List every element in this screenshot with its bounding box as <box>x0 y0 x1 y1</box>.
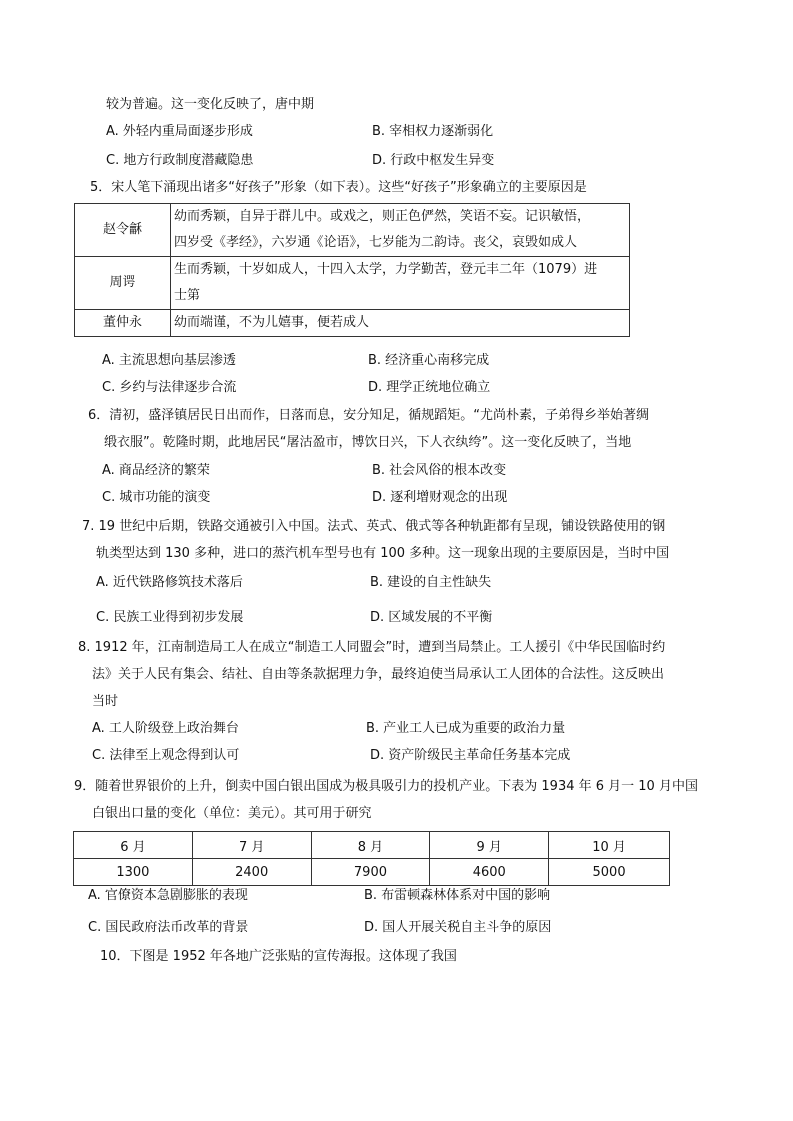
q9-option-a: A. 官僚资本急剧膨胀的表现 <box>88 888 248 903</box>
q5-option-c: C. 乡约与法律逐步合流 <box>102 380 237 395</box>
table-row <box>75 257 630 310</box>
q9-option-c: C. 国民政府法币改革的背景 <box>88 920 249 935</box>
q7-stem-line: 7. 19 世纪中后期，铁路交通被引入中国。法式、英式、俄式等各种轨距都有呈现，铺设铁路使用的钢 <box>82 519 666 534</box>
q8-stem-line: 当时 <box>92 694 119 709</box>
q6-option-a: A. 商品经济的繁荣 <box>102 463 210 478</box>
q5-table-desc <box>171 204 630 257</box>
q7-option-d: D. 区域发展的不平衡 <box>370 610 493 625</box>
q4-stem-tail: 较为普遍。这一变化反映了，唐中期 <box>106 97 315 112</box>
q8-option-d: D. 资产阶级民主革命任务基本完成 <box>370 748 571 763</box>
q5-table <box>74 203 630 337</box>
q9-stem-line: 白银出口量的变化（单位：美元）。其可用于研究 <box>92 806 372 821</box>
q7-option-b: B. 建设的自主性缺失 <box>370 575 492 590</box>
q7-stem-line: 轨类型达到 130 多种，进口的蒸汽机车型号也有 100 多种。这一现象出现的主要原因是，当时中国 <box>96 546 670 561</box>
q5-table-desc-line: 幼而端谨，不为儿嬉事，便若成人 <box>174 315 370 330</box>
table-cell: 1300 <box>74 859 193 886</box>
q7-option-c: C. 民族工业得到初步发展 <box>96 610 244 625</box>
q8-option-a: A. 工人阶级登上政治舞台 <box>92 721 239 736</box>
q5-table-desc <box>171 257 630 310</box>
q8-stem-line: 法》关于人民有集会、结社、自由等条款据理力争，最终迫使当局承认工人团体的合法性。这反映出 <box>92 667 665 682</box>
table-header-cell: 6 月 <box>74 832 193 859</box>
q5-table-desc-line: 四岁受《孝经》，六岁通《论语》，七岁能为二韵诗。丧父，哀毁如成人 <box>174 235 578 250</box>
q5-table-desc-line: 幼而秀颖，自异于群儿中。或戏之，则正色俨然，笑语不妄。记识敏悟， <box>174 209 591 224</box>
q9-option-b: B. 布雷顿森林体系对中国的影响 <box>364 888 551 903</box>
q5-table-desc <box>171 310 630 337</box>
q9-silver-table <box>73 831 670 886</box>
table-cell: 5000 <box>549 859 670 886</box>
table-header-cell: 7 月 <box>192 832 311 859</box>
table-header-cell: 8 月 <box>311 832 430 859</box>
q5-stem: 5．宋人笔下涌现出诸多“好孩子”形象（如下表）。这些“好孩子”形象确立的主要原因是 <box>90 180 587 195</box>
q9-option-d: D. 国人开展关税自主斗争的原因 <box>364 920 552 935</box>
q7-option-a: A. 近代铁路修筑技术落后 <box>96 575 243 590</box>
table-header-cell: 10 月 <box>549 832 670 859</box>
q6-stem-line: 缎衣服”。乾隆时期，此地居民“屠沽盈市，博饮日兴，下人衣纨绔”。这一变化反映了，当地 <box>104 435 632 450</box>
q6-stem-line: 6．清初，盛泽镇居民日出而作，日落而息，安分知足，循规蹈矩。“尤尚朴素，子弟得乡举始著绸 <box>88 408 650 423</box>
q5-table-name: 董仲永 <box>75 310 171 337</box>
q5-table-name: 赵令龢 <box>75 204 171 257</box>
table-row <box>75 310 630 337</box>
q6-option-c: C. 城市功能的演变 <box>102 490 211 505</box>
q5-table-desc-line: 生而秀颖，十岁如成人，十四入太学，力学勤苦，登元丰二年（1079）进 <box>174 262 598 277</box>
table-cell: 7900 <box>311 859 430 886</box>
table-cell: 4600 <box>430 859 549 886</box>
q6-option-d: D. 逐利增财观念的出现 <box>372 490 508 505</box>
q6-option-b: B. 社会风俗的根本改变 <box>372 463 507 478</box>
q5-option-d: D. 理学正统地位确立 <box>368 380 491 395</box>
q4-option-b: B. 宰相权力逐渐弱化 <box>372 124 494 139</box>
q4-option-c: C. 地方行政制度潜藏隐患 <box>106 153 254 168</box>
q8-stem-line: 8. 1912 年，江南制造局工人在成立“制造工人同盟会”时，遭到当局禁止。工人援引《中华民国临时约 <box>78 640 666 655</box>
table-header-cell: 9 月 <box>430 832 549 859</box>
table-cell: 2400 <box>192 859 311 886</box>
q5-option-a: A. 主流思想向基层渗透 <box>102 353 236 368</box>
q5-table-name: 周谔 <box>75 257 171 310</box>
q8-option-b: B. 产业工人已成为重要的政治力量 <box>366 721 566 736</box>
table-row <box>74 859 670 886</box>
q5-option-b: B. 经济重心南移完成 <box>368 353 490 368</box>
q9-stem-line: 9．随着世界银价的上升，倒卖中国白银出国成为极具吸引力的投机产业。下表为 1934 年 6 月一 10 月中国 <box>74 779 698 794</box>
q10-stem: 10．下图是 1952 年各地广泛张贴的宣传海报。这体现了我国 <box>100 949 457 964</box>
table-row <box>75 204 630 257</box>
table-header-row <box>74 832 670 859</box>
q4-option-a: A. 外轻内重局面逐步形成 <box>106 124 253 139</box>
q4-option-d: D. 行政中枢发生异变 <box>372 153 495 168</box>
q8-option-c: C. 法律至上观念得到认可 <box>92 748 240 763</box>
q5-table-desc-line: 士第 <box>174 288 201 303</box>
